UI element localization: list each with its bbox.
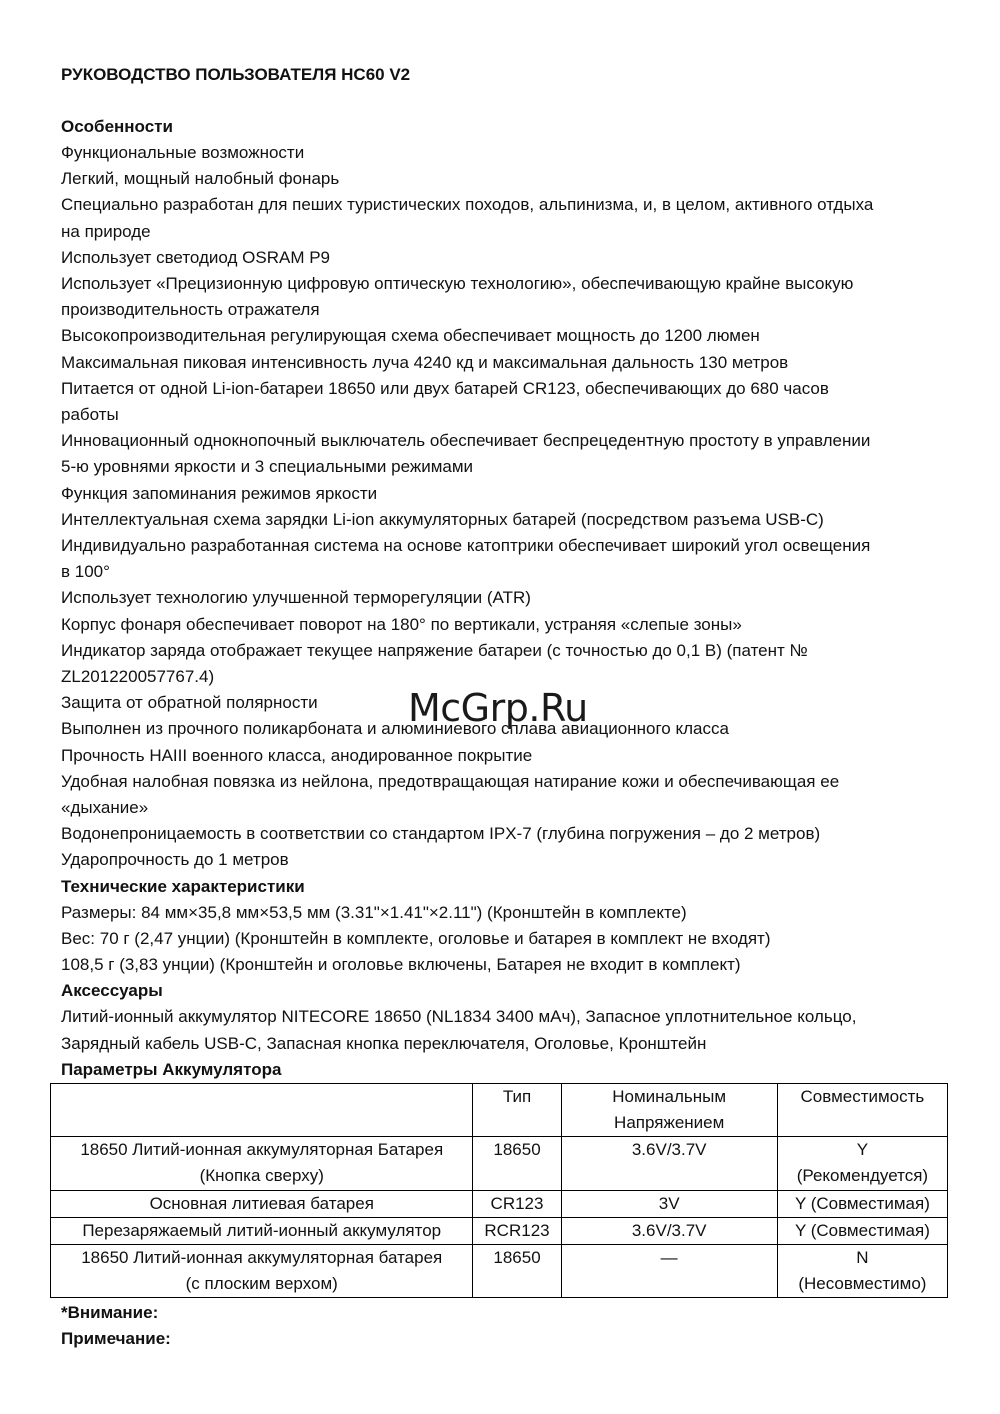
watermark: McGrp.Ru xyxy=(408,686,588,730)
specs-list xyxy=(61,900,951,979)
document-title: РУКОВОДСТВО ПОЛЬЗОВАТЕЛЯ HC60 V2 xyxy=(61,65,411,84)
battery-compat-cell xyxy=(777,1137,947,1190)
battery-voltage-cell: 3.6V/3.7V xyxy=(561,1137,777,1190)
feature-line: Ударопрочность до 1 метров xyxy=(61,850,289,870)
table-row xyxy=(51,1190,948,1217)
battery-name-cell xyxy=(51,1137,473,1190)
battery-compat-sub: (Рекомендуется) xyxy=(796,1166,929,1186)
feature-line: Защита от обратной полярности xyxy=(61,693,318,713)
feature-line: Использует светодиод OSRAM P9 xyxy=(61,247,330,267)
table-row xyxy=(51,1244,948,1297)
attention-heading: *Внимание: xyxy=(61,1303,159,1323)
feature-line: «дыхание» xyxy=(61,798,149,818)
spec-line: 108,5 г (3,83 унции) (Кронштейн и оголовье включены, Батарея не входит в комплект) xyxy=(61,955,741,975)
header-cell-voltage xyxy=(561,1083,777,1136)
feature-line: на природе xyxy=(61,221,151,241)
table-header-row xyxy=(51,1083,948,1136)
battery-voltage-cell: 3V xyxy=(561,1190,777,1217)
feature-line: Максимальная пиковая интенсивность луча 4240 кд и максимальная дальность 130 метров xyxy=(61,352,789,372)
feature-line: Водонепроницаемость в соответствии со стандартом IPX-7 (глубина погружения – до 2 метров) xyxy=(61,824,821,844)
feature-line: Прочность HAIII военного класса, анодированное покрытие xyxy=(61,745,533,765)
feature-line: Специально разработан для пеших туристических походов, альпинизма, и, в целом, активного отдыха xyxy=(61,195,874,215)
accessories-list xyxy=(61,1004,951,1056)
battery-voltage-cell: — xyxy=(561,1244,777,1297)
feature-line: Индивидуально разработанная система на основе катоптрики обеспечивает широкий угол освещения xyxy=(61,536,871,556)
table-row xyxy=(51,1137,948,1190)
header-cell-compat: Совместимость xyxy=(777,1083,947,1136)
header-cell-type: Тип xyxy=(473,1083,561,1136)
specs-heading: Технические характеристики xyxy=(61,876,305,896)
feature-line: Использует «Прецизионную цифровую оптическую технологию», обеспечивающую крайне высокую xyxy=(61,274,854,294)
feature-line: Интеллектуальная схема зарядки Li-ion аккумуляторных батарей (посредством разъема USB-C) xyxy=(61,509,824,529)
features-heading: Особенности xyxy=(61,117,173,136)
battery-name-sub: (Кнопка сверху) xyxy=(199,1166,324,1186)
battery-compat-cell: Y (Совместимая) xyxy=(777,1190,947,1217)
feature-line: в 100° xyxy=(61,562,110,582)
battery-table xyxy=(50,1083,948,1299)
battery-type-cell: 18650 xyxy=(473,1137,561,1190)
feature-line: Питается от одной Li-ion-батареи 18650 или двух батарей CR123, обеспечивающих до 680 часов xyxy=(61,378,829,398)
feature-line: Высокопроизводительная регулирующая схема обеспечивает мощность до 1200 люмен xyxy=(61,326,760,346)
feature-line: Функциональные возможности xyxy=(61,143,305,162)
feature-line: производительность отражателя xyxy=(61,300,320,320)
feature-line: 5-ю уровнями яркости и 3 специальными режимами xyxy=(61,457,474,477)
battery-compat: N xyxy=(856,1247,869,1267)
header-voltage-line2: Напряжением xyxy=(614,1112,725,1132)
table-row xyxy=(51,1217,948,1244)
battery-type-cell: RCR123 xyxy=(473,1217,561,1244)
battery-type-cell: 18650 xyxy=(473,1244,561,1297)
battery-name-cell: Перезаряжаемый литий-ионный аккумулятор xyxy=(51,1217,473,1244)
battery-name-cell xyxy=(51,1244,473,1297)
spec-line: Вес: 70 г (2,47 унции) (Кронштейн в комплекте, оголовье и батарея в комплект не входят) xyxy=(61,928,771,948)
battery-name: 18650 Литий-ионная аккумуляторная Батарея xyxy=(80,1140,444,1160)
accessories-heading: Аксессуары xyxy=(61,981,163,1001)
battery-voltage-cell: 3.6V/3.7V xyxy=(561,1217,777,1244)
battery-name: 18650 Литий-ионная аккумуляторная батарея xyxy=(81,1247,443,1267)
header-cell xyxy=(51,1083,473,1136)
feature-line: Использует технологию улучшенной терморегуляции (ATR) xyxy=(61,588,531,608)
battery-name-cell: Основная литиевая батарея xyxy=(51,1190,473,1217)
feature-line: Функция запоминания режимов яркости xyxy=(61,483,378,503)
battery-table-heading: Параметры Аккумулятора xyxy=(61,1059,282,1079)
header-voltage-line1: Номинальным xyxy=(612,1086,727,1106)
accessory-line: Зарядный кабель USB-C, Запасная кнопка переключателя, Оголовье, Кронштейн xyxy=(61,1033,707,1053)
feature-line: Легкий, мощный налобный фонарь xyxy=(61,169,340,189)
battery-compat-cell: Y (Совместимая) xyxy=(777,1217,947,1244)
feature-line: работы xyxy=(61,405,119,425)
feature-line: ZL201220057767.4) xyxy=(61,667,215,687)
feature-line: Выполнен из прочного поликарбоната и алюминиевого сплава авиационного класса xyxy=(61,719,729,739)
feature-line: Удобная налобная повязка из нейлона, предотвращающая натирание кожи и обеспечивающая ее xyxy=(61,771,840,791)
feature-line: Инновационный однокнопочный выключатель обеспечивает беспрецедентную простоту в управлении xyxy=(61,431,871,451)
features-list xyxy=(61,140,951,874)
battery-type-cell: CR123 xyxy=(473,1190,561,1217)
spec-line: Размеры: 84 мм×35,8 мм×53,5 мм (3.31"×1.41"×2.11") (Кронштейн в комплекте) xyxy=(61,902,687,922)
battery-name-sub: (с плоским верхом) xyxy=(185,1274,338,1294)
feature-line: Корпус фонаря обеспечивает поворот на 180° по вертикали, устраняя «слепые зоны» xyxy=(61,614,742,634)
battery-compat: Y xyxy=(856,1140,869,1160)
battery-compat-cell xyxy=(777,1244,947,1297)
note-heading: Примечание: xyxy=(61,1329,171,1349)
accessory-line: Литий-ионный аккумулятор NITECORE 18650 (NL1834 3400 мАч), Запасное уплотнительное кольцо, xyxy=(61,1007,857,1027)
battery-compat-sub: (Несовместимо) xyxy=(798,1274,927,1294)
feature-line: Индикатор заряда отображает текущее напряжение батареи (с точностью до 0,1 В) (патент № xyxy=(61,640,808,660)
